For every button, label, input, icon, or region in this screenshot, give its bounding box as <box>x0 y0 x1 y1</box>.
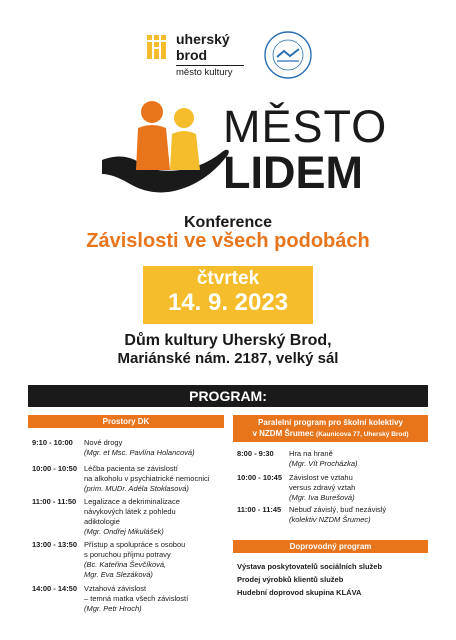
schedule-title: Hra na hraně <box>289 449 333 458</box>
right-heading-line1: Paralelní program pro školní kolektivy <box>258 418 403 427</box>
schedule-title: versus zdravý vztah <box>289 483 356 492</box>
hero-title <box>223 101 388 198</box>
schedule-time: 9:10 - 10:00 <box>32 438 73 447</box>
hand-with-people-icon <box>100 98 232 198</box>
date-box <box>143 266 313 324</box>
schedule-time: 10:00 - 10:50 <box>32 464 78 473</box>
schedule-title: Legalizace a dekriminalizace <box>84 497 180 506</box>
schedule-time: 11:00 - 11:45 <box>237 505 282 514</box>
conference-label: Konference <box>183 214 273 231</box>
schedule-item <box>84 540 185 580</box>
conference-title: Závislosti ve všech podobách <box>86 230 370 252</box>
hero-title-line2: LIDEM <box>223 147 363 198</box>
schedule-speaker: (Mgr. Ondřej Mikulášek) <box>84 527 164 536</box>
schedule-item <box>84 438 195 458</box>
schedule-time: 8:00 - 9:30 <box>237 449 274 458</box>
schedule-item <box>289 473 355 503</box>
date-value: 14. 9. 2023 <box>167 289 289 316</box>
logo-text-mesto-kultury: město kultury <box>176 67 233 78</box>
side-program-item: Hudební doprovod skupina KLÁVA <box>237 588 362 597</box>
schedule-speaker: (Mgr. Petr Hroch) <box>84 604 142 613</box>
society-seal-icon <box>263 30 313 80</box>
uhersky-brod-logo <box>146 32 256 78</box>
schedule-title: návykových látek z pohledu <box>84 507 176 516</box>
schedule-speaker: (Bc. Kateřina Ševčíková, <box>84 560 167 569</box>
right-schedule <box>237 449 427 529</box>
schedule-title: Vztahová závislost <box>84 584 147 593</box>
date-weekday: čtvrtek <box>196 268 260 289</box>
schedule-time: 13:00 - 13:50 <box>32 540 78 549</box>
schedule-title: Léčba pacienta se závislostí <box>84 464 178 473</box>
left-column-heading: Prostory DK <box>28 415 224 428</box>
schedule-title: s poruchou příjmu potravy <box>84 550 171 559</box>
schedule-item <box>289 449 358 469</box>
schedule-speaker: (Mgr. Iva Burešová) <box>289 493 355 502</box>
left-schedule <box>32 438 222 618</box>
venue-line1: Dům kultury Uherský Brod, <box>124 332 332 349</box>
logo-text-brod: brod <box>176 47 208 63</box>
logo-divider <box>176 65 244 66</box>
schedule-speaker: Mgr. Eva Slezáková) <box>84 570 153 579</box>
schedule-item <box>289 505 386 525</box>
schedule-item <box>84 497 180 537</box>
side-program-heading: Doprovodný program <box>233 540 428 553</box>
schedule-title: na alkoholu v psychiatrické nemocnici <box>84 474 210 483</box>
schedule-time: 14:00 - 14:50 <box>32 584 78 593</box>
side-program-item: Prodej výrobků klientů služeb <box>237 575 344 584</box>
side-program-item: Výstava poskytovatelů sociálních služeb <box>237 562 383 571</box>
right-heading-line2: v NZDM Šrumec <box>252 429 314 438</box>
schedule-title: Přístup a spolupráce s osobou <box>84 540 186 549</box>
schedule-item <box>84 584 188 614</box>
schedule-speaker: (prim. MUDr. Adéla Stoklasová) <box>84 484 189 493</box>
logo-text-uhersky: uherský <box>176 31 230 47</box>
schedule-time: 11:00 - 11:50 <box>32 497 77 506</box>
right-column-heading <box>233 415 428 442</box>
schedule-title: Nové drogy <box>84 438 123 447</box>
program-header: PROGRAM: <box>28 385 428 407</box>
schedule-speaker: (Mgr. Vít Procházka) <box>289 459 358 468</box>
schedule-title: Závislost ve vztahu <box>289 473 353 482</box>
schedule-speaker: (kolektiv NZDM Šrumec) <box>289 515 371 524</box>
schedule-speaker: (Mgr. et Msc. Pavlína Holancová) <box>84 448 195 457</box>
schedule-time: 10:00 - 10:45 <box>237 473 283 482</box>
hero-title-line1: MĚSTO <box>223 101 388 152</box>
right-heading-address: (Kaunicova 77, Uherský Brod) <box>316 431 409 438</box>
city-logo-mark-icon <box>146 34 168 60</box>
schedule-item <box>84 464 209 494</box>
schedule-title: Nebuď závislý, buď nezávislý <box>289 505 387 514</box>
schedule-title: adiktologie <box>84 517 120 526</box>
side-program-list <box>237 560 382 599</box>
venue-line2: Mariánské nám. 2187, velký sál <box>117 350 339 367</box>
schedule-title: – temná matka všech závislostí <box>84 594 189 603</box>
